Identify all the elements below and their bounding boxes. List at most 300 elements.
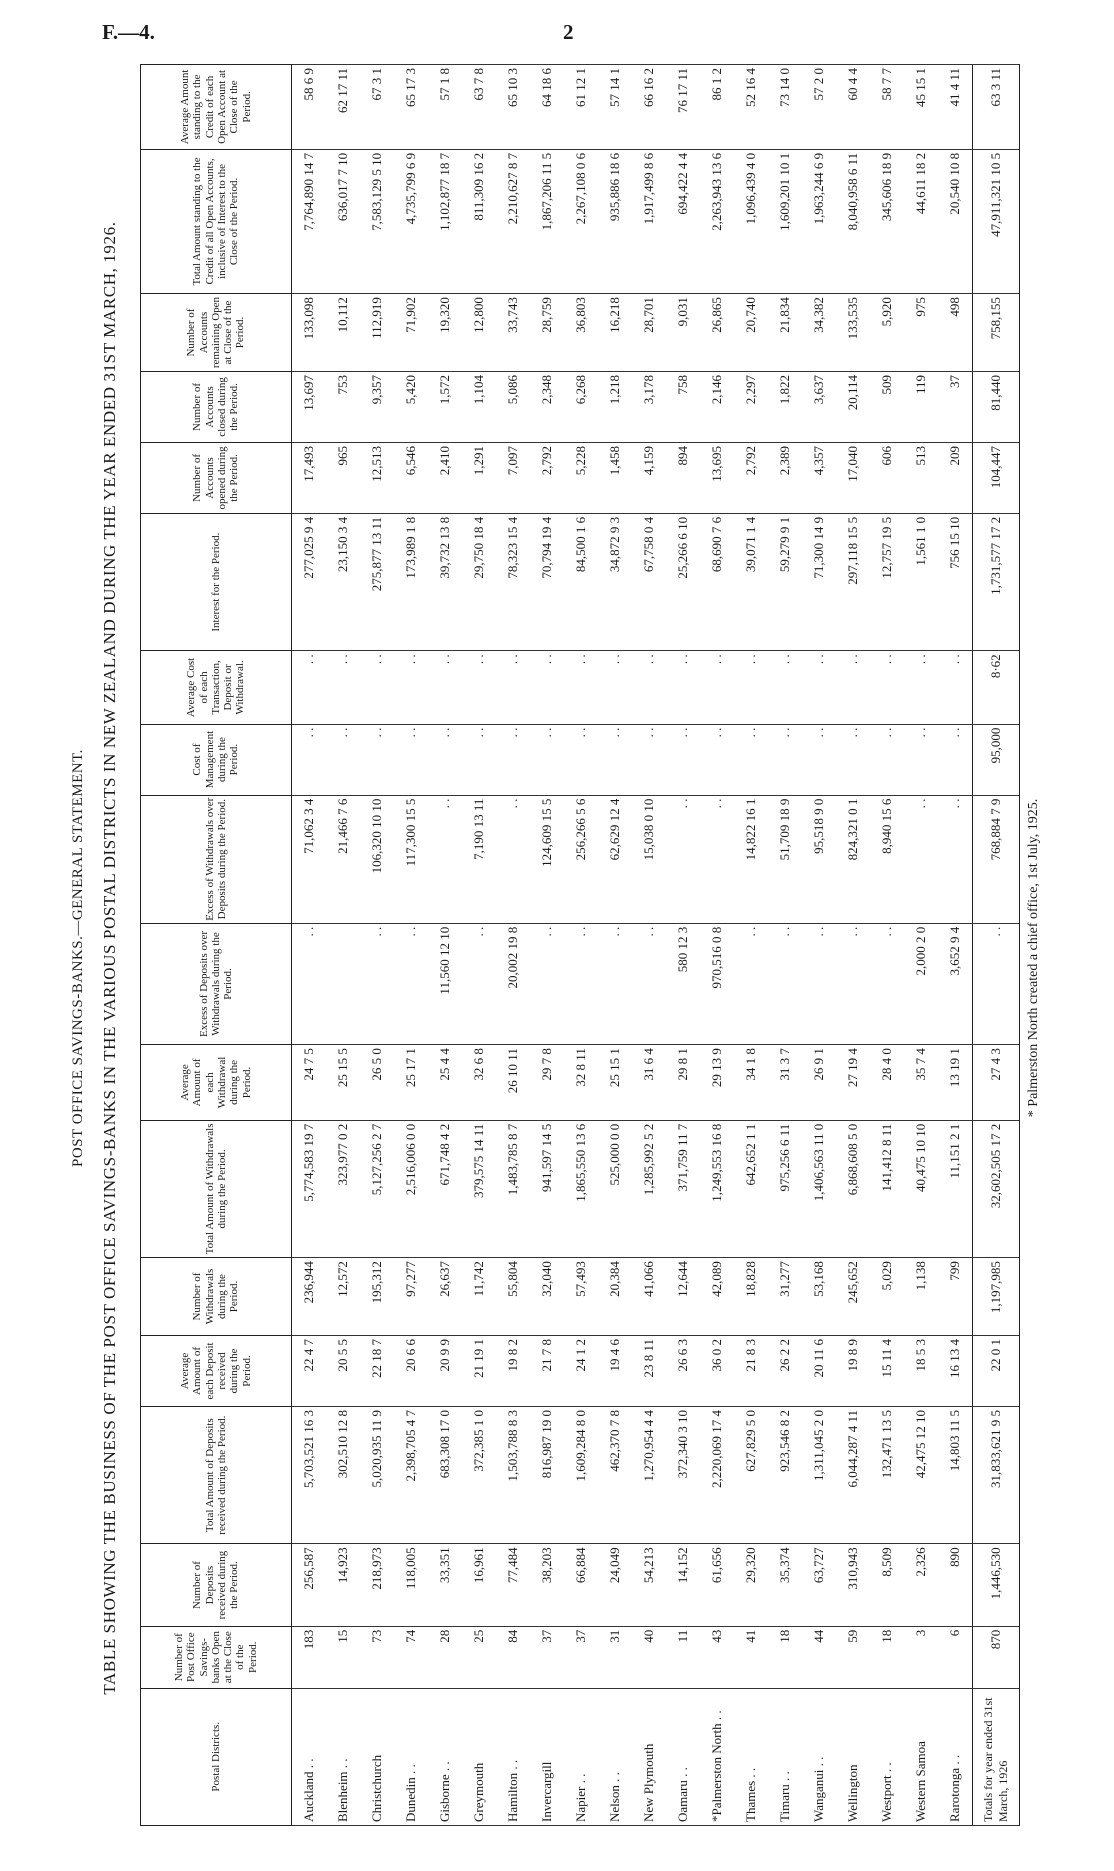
table-cell: 277,025 9 4 [292, 513, 327, 650]
table-cell: 14,923 [326, 1544, 360, 1626]
totals-cell: 95,000 [973, 724, 1020, 795]
table-cell: 636,017 7 10 [326, 149, 360, 293]
table-cell: 29 13 9 [700, 1045, 734, 1121]
table-cell: . . [394, 923, 428, 1044]
table-cell: 975 [904, 294, 938, 372]
table-cell: 17,040 [836, 442, 870, 513]
table-cell: 34 1 8 [734, 1045, 768, 1121]
table-cell: . . [666, 651, 700, 724]
table-cell: . . [428, 651, 462, 724]
table-cell: 4,735,799 6 9 [394, 149, 428, 293]
col-header: Number of Deposits received during the Period. [141, 1544, 292, 1626]
table-cell: 38,203 [530, 1544, 564, 1626]
table-cell: 11 [666, 1626, 700, 1688]
table-cell: 1,917,499 8 6 [632, 149, 666, 293]
table-cell: 1,822 [768, 371, 802, 442]
table-cell: 44,611 18 2 [904, 149, 938, 293]
table-row [836, 65, 870, 1826]
district-name-cell: Wellington [836, 1688, 870, 1825]
table-cell: 25 4 4 [428, 1045, 462, 1121]
district-name-cell: Auckland . . [292, 1688, 327, 1825]
table-cell: 95,518 9 0 [802, 795, 836, 923]
totals-label-cell: Totals for year ended 31st March, 1926 [973, 1688, 1020, 1825]
table-cell: 9,357 [360, 371, 394, 442]
table-row [632, 65, 666, 1826]
table-cell: 26 10 11 [496, 1045, 530, 1121]
table-cell: 302,510 12 8 [326, 1406, 360, 1543]
table-cell: 25,266 6 10 [666, 513, 700, 650]
table-cell: 2,792 [734, 442, 768, 513]
table-cell: . . [564, 651, 598, 724]
table-cell: 5,920 [870, 294, 904, 372]
table-cell: 21 8 3 [734, 1335, 768, 1406]
table-cell: 195,312 [360, 1258, 394, 1336]
table-cell: 6 [938, 1626, 973, 1688]
table-cell: 7,764,890 14 7 [292, 149, 327, 293]
table-cell: 39,732 13 8 [428, 513, 462, 650]
table-cell: 2,516,006 0 0 [394, 1120, 428, 1257]
table-cell: 42,475 12 10 [904, 1406, 938, 1543]
table-cell: . . [870, 923, 904, 1044]
table-cell: . . [734, 651, 768, 724]
totals-cell: 32,602,505 17 2 [973, 1120, 1020, 1257]
table-cell: 20,540 10 8 [938, 149, 973, 293]
table-cell: 124,609 15 5 [530, 795, 564, 923]
table-cell: 18 [870, 1626, 904, 1688]
table-cell: . . [394, 651, 428, 724]
table-cell: 32 6 8 [462, 1045, 496, 1121]
table-cell: 24,049 [598, 1544, 632, 1626]
table-cell: 15 11 4 [870, 1335, 904, 1406]
table-cell: 71,300 14 9 [802, 513, 836, 650]
table-cell: 5,228 [564, 442, 598, 513]
table-cell: 1,609,201 10 1 [768, 149, 802, 293]
table-cell: 2,326 [904, 1544, 938, 1626]
table-cell: 45 15 1 [904, 65, 938, 150]
district-name-cell: Nelson . . [598, 1688, 632, 1825]
table-cell: 816,987 19 0 [530, 1406, 564, 1543]
table-cell: 63 7 8 [462, 65, 496, 150]
table-cell: 18 [768, 1626, 802, 1688]
totals-cell: 8·62 [973, 651, 1020, 724]
table-cell: 36 0 2 [700, 1335, 734, 1406]
table-cell: 218,973 [360, 1544, 394, 1626]
rotated-table-sheet [64, 58, 1064, 1858]
table-cell: . . [768, 724, 802, 795]
table-cell: 43 [700, 1626, 734, 1688]
table-cell: 5,703,521 16 3 [292, 1406, 327, 1543]
table-cell: 1,458 [598, 442, 632, 513]
table-cell: . . [326, 724, 360, 795]
table-cell: 31 6 4 [632, 1045, 666, 1121]
table-row [802, 65, 836, 1826]
table-cell: 66,884 [564, 1544, 598, 1626]
col-header: Number of Withdrawals during the Period. [141, 1258, 292, 1336]
table-cell: 671,748 4 2 [428, 1120, 462, 1257]
table-row [870, 65, 904, 1826]
table-cell: 21,834 [768, 294, 802, 372]
table-cell: 2,389 [768, 442, 802, 513]
table-cell: 21 19 1 [462, 1335, 496, 1406]
table-cell: 57,493 [564, 1258, 598, 1336]
table-cell: 3 [904, 1626, 938, 1688]
table-row [462, 65, 496, 1826]
table-cell: 20,002 19 8 [496, 923, 530, 1044]
table-cell: 580 12 3 [666, 923, 700, 1044]
table-cell: 67 3 1 [360, 65, 394, 150]
table-row [394, 65, 428, 1826]
table-cell: 15 [326, 1626, 360, 1688]
table-cell: 323,977 0 2 [326, 1120, 360, 1257]
table-cell: . . [598, 724, 632, 795]
table-cell: 41 [734, 1626, 768, 1688]
table-cell: . . [496, 795, 530, 923]
table-cell: 16 13 4 [938, 1335, 973, 1406]
table-cell: 63,727 [802, 1544, 836, 1626]
table-cell: 1,218 [598, 371, 632, 442]
table-cell: . . [700, 724, 734, 795]
table-cell: 12,757 19 5 [870, 513, 904, 650]
table-cell: 28,759 [530, 294, 564, 372]
table-cell: . . [598, 651, 632, 724]
table-cell: 753 [326, 371, 360, 442]
table-cell: 4,357 [802, 442, 836, 513]
col-header: Cost of Management during the Period. [141, 724, 292, 795]
totals-cell: 104,447 [973, 442, 1020, 513]
table-cell: 5,020,935 11 9 [360, 1406, 394, 1543]
table-cell: 20 11 6 [802, 1335, 836, 1406]
table-cell: . . [734, 724, 768, 795]
table-cell: 209 [938, 442, 973, 513]
table-cell: 77,484 [496, 1544, 530, 1626]
table-cell: 37 [564, 1626, 598, 1688]
table-cell: 25 17 1 [394, 1045, 428, 1121]
table-cell: 2,297 [734, 371, 768, 442]
table-cell: . . [836, 724, 870, 795]
col-header: Average Amount of each Withdrawal during the Period. [141, 1045, 292, 1121]
table-cell: 68,690 7 6 [700, 513, 734, 650]
table-cell: 54,213 [632, 1544, 666, 1626]
table-cell: 14,803 11 5 [938, 1406, 973, 1543]
table-cell: 78,323 15 4 [496, 513, 530, 650]
table-cell: 60 4 4 [836, 65, 870, 150]
table-cell: 1,311,045 2 0 [802, 1406, 836, 1543]
table-cell: 18,828 [734, 1258, 768, 1336]
table-cell: 13,697 [292, 371, 327, 442]
table-cell: . . [496, 724, 530, 795]
table-cell: . . [666, 724, 700, 795]
table-cell: 18 5 3 [904, 1335, 938, 1406]
table-cell: 8,940 15 6 [870, 795, 904, 923]
table-cell: 55,804 [496, 1258, 530, 1336]
table-cell: 31 [598, 1626, 632, 1688]
totals-cell: 47,911,321 10 5 [973, 149, 1020, 293]
table-cell: 310,943 [836, 1544, 870, 1626]
table-cell: . . [564, 724, 598, 795]
table-cell: . . [802, 923, 836, 1044]
table-cell: 84,500 1 6 [564, 513, 598, 650]
table-cell: . . [564, 923, 598, 1044]
table-cell: 183 [292, 1626, 327, 1688]
table-cell: . . [292, 923, 327, 1044]
district-name-cell: Oamaru . . [666, 1688, 700, 1825]
col-header: Excess of Withdrawals over Deposits during the Period. [141, 795, 292, 923]
table-cell: 8,040,958 6 11 [836, 149, 870, 293]
table-cell: 5,774,583 19 7 [292, 1120, 327, 1257]
table-cell: 36,803 [564, 294, 598, 372]
district-name-cell: Napier . . [564, 1688, 598, 1825]
table-cell: 756 15 10 [938, 513, 973, 650]
table-cell: 173,989 1 8 [394, 513, 428, 650]
table-cell: 12,800 [462, 294, 496, 372]
table-cell: 66 16 2 [632, 65, 666, 150]
table-cell: 627,829 5 0 [734, 1406, 768, 1543]
table-cell: 57 2 0 [802, 65, 836, 150]
table-cell: 3,178 [632, 371, 666, 442]
table-cell: 12,572 [326, 1258, 360, 1336]
table-cell: 256,266 5 6 [564, 795, 598, 923]
table-cell: 10,112 [326, 294, 360, 372]
table-cell: 52 16 4 [734, 65, 768, 150]
table-cell: 42,089 [700, 1258, 734, 1336]
table-cell: 57 14 1 [598, 65, 632, 150]
totals-cell: 768,884 7 9 [973, 795, 1020, 923]
table-cell: 371,759 11 7 [666, 1120, 700, 1257]
table-cell: 37 [530, 1626, 564, 1688]
table-cell: 73 [360, 1626, 394, 1688]
table-row [326, 65, 360, 1826]
table-cell: 372,385 1 0 [462, 1406, 496, 1543]
table-cell: 59 [836, 1626, 870, 1688]
table-cell: 19,320 [428, 294, 462, 372]
table-cell: 12,513 [360, 442, 394, 513]
totals-cell: 63 3 11 [973, 65, 1020, 150]
col-header: Number of Post Office Savings-banks Open at the Close of the Period. [141, 1626, 292, 1688]
table-row [530, 65, 564, 1826]
table-cell: . . [904, 651, 938, 724]
table-row [360, 65, 394, 1826]
table-cell: 53,168 [802, 1258, 836, 1336]
totals-row [973, 65, 1020, 1826]
table-cell: . . [360, 651, 394, 724]
table-cell: . . [530, 724, 564, 795]
table-cell: 509 [870, 371, 904, 442]
table-cell: 133,098 [292, 294, 327, 372]
table-cell: 1,285,992 5 2 [632, 1120, 666, 1257]
table-cell: . . [836, 923, 870, 1044]
table-cell: . . [530, 923, 564, 1044]
table-cell: 941,597 14 5 [530, 1120, 564, 1257]
table-cell: 758 [666, 371, 700, 442]
table-cell: 29,750 18 4 [462, 513, 496, 650]
table-cell: 64 18 6 [530, 65, 564, 150]
table-cell: 23,150 3 4 [326, 513, 360, 650]
table-cell: 1,138 [904, 1258, 938, 1336]
table-cell: 683,308 17 0 [428, 1406, 462, 1543]
table-row [734, 65, 768, 1826]
table-cell: 133,535 [836, 294, 870, 372]
table-cell: 25 [462, 1626, 496, 1688]
table-cell: 1,609,284 8 0 [564, 1406, 598, 1543]
statement-subtitle: POST OFFICE SAVINGS-BANKS.—GENERAL STATEMENT. [70, 749, 86, 1167]
table-cell: 1,572 [428, 371, 462, 442]
table-cell: 379,575 14 11 [462, 1120, 496, 1257]
table-cell: 35 7 4 [904, 1045, 938, 1121]
table-cell: 62 17 11 [326, 65, 360, 150]
table-cell: 2,348 [530, 371, 564, 442]
table-cell: 15,038 0 10 [632, 795, 666, 923]
table-cell: 58 7 7 [870, 65, 904, 150]
table-cell: . . [360, 923, 394, 1044]
table-cell: 1,270,954 4 4 [632, 1406, 666, 1543]
table-cell: 14,822 16 1 [734, 795, 768, 923]
table-cell: 19 8 2 [496, 1335, 530, 1406]
page-number: 2 [563, 20, 574, 44]
table-cell: . . [904, 795, 938, 923]
table-cell: 35,374 [768, 1544, 802, 1626]
table-cell: 11,742 [462, 1258, 496, 1336]
table-cell: 97,277 [394, 1258, 428, 1336]
table-cell: 1,503,788 8 3 [496, 1406, 530, 1543]
table-cell: 19 8 9 [836, 1335, 870, 1406]
table-cell: 31,277 [768, 1258, 802, 1336]
table-cell: . . [700, 795, 734, 923]
table-body [292, 65, 1020, 1826]
table-cell: 16,218 [598, 294, 632, 372]
table-cell: . . [870, 724, 904, 795]
district-name-cell: Invercargill [530, 1688, 564, 1825]
table-cell: . . [496, 651, 530, 724]
table-cell: 1,096,439 4 0 [734, 149, 768, 293]
table-cell: 811,309 16 2 [462, 149, 496, 293]
table-cell: 606 [870, 442, 904, 513]
table-cell: 17,493 [292, 442, 327, 513]
table-cell: . . [700, 651, 734, 724]
table-cell: 119 [904, 371, 938, 442]
table-cell: 890 [938, 1544, 973, 1626]
table-cell: . . [768, 651, 802, 724]
col-header: Total Amount of Withdrawals during the Period. [141, 1120, 292, 1257]
table-cell: . . [802, 651, 836, 724]
table-cell: 20,114 [836, 371, 870, 442]
table-cell: 27 19 4 [836, 1045, 870, 1121]
table-cell: . . [904, 724, 938, 795]
page-reference: F.—4. [102, 20, 155, 44]
table-cell: 8,509 [870, 1544, 904, 1626]
table-cell: 5,127,256 2 7 [360, 1120, 394, 1257]
table-cell: 37 [938, 371, 973, 442]
table-row [292, 65, 327, 1826]
totals-cell: 1,731,577 17 2 [973, 513, 1020, 650]
table-cell: 2,000 2 0 [904, 923, 938, 1044]
district-name-cell: Westport . . [870, 1688, 904, 1825]
district-name-cell: Thames . . [734, 1688, 768, 1825]
table-cell: 2,146 [700, 371, 734, 442]
table-cell: 76 17 11 [666, 65, 700, 150]
table-cell: 61 12 1 [564, 65, 598, 150]
table-cell: 29,320 [734, 1544, 768, 1626]
table-cell: 67,758 0 4 [632, 513, 666, 650]
table-cell: 894 [666, 442, 700, 513]
col-header: Interest for the Period. [141, 513, 292, 650]
table-cell: 71,902 [394, 294, 428, 372]
table-cell: 118,005 [394, 1544, 428, 1626]
table-cell: 2,398,705 4 7 [394, 1406, 428, 1543]
table-cell: 970,516 0 8 [700, 923, 734, 1044]
table-cell: 935,886 18 6 [598, 149, 632, 293]
table-cell: 25 15 5 [326, 1045, 360, 1121]
table-cell: 16,961 [462, 1544, 496, 1626]
table-cell: 2,792 [530, 442, 564, 513]
table-cell: 34,872 9 3 [598, 513, 632, 650]
table-cell: 26 9 1 [802, 1045, 836, 1121]
table-cell: 57 1 8 [428, 65, 462, 150]
table-cell: 3,652 9 4 [938, 923, 973, 1044]
table-cell: 9,031 [666, 294, 700, 372]
table-cell: . . [938, 724, 973, 795]
table-row [700, 65, 734, 1826]
table-cell: 6,546 [394, 442, 428, 513]
col-header: Total Amount of Deposits received during the Period. [141, 1406, 292, 1543]
table-cell: 24 1 2 [564, 1335, 598, 1406]
table-cell: 14,152 [666, 1544, 700, 1626]
table-cell: 65 10 3 [496, 65, 530, 150]
table-cell: 1,963,244 6 9 [802, 149, 836, 293]
table-cell: 1,867,206 11 5 [530, 149, 564, 293]
table-cell: 26 6 3 [666, 1335, 700, 1406]
table-cell: 5,029 [870, 1258, 904, 1336]
table-cell: 3,637 [802, 371, 836, 442]
table-cell: 275,877 13 11 [360, 513, 394, 650]
table-cell: 694,422 4 4 [666, 149, 700, 293]
table-cell: 12,644 [666, 1258, 700, 1336]
table-cell: 58 6 9 [292, 65, 327, 150]
table-cell: 28 4 0 [870, 1045, 904, 1121]
totals-cell: 27 4 3 [973, 1045, 1020, 1121]
table-cell: 23 8 11 [632, 1335, 666, 1406]
table-cell: 32,040 [530, 1258, 564, 1336]
table-cell: 26 2 2 [768, 1335, 802, 1406]
table-cell: 44 [802, 1626, 836, 1688]
table-cell: 74 [394, 1626, 428, 1688]
totals-cell: 1,197,985 [973, 1258, 1020, 1336]
totals-cell: 22 0 1 [973, 1335, 1020, 1406]
table-cell: 799 [938, 1258, 973, 1336]
col-header: Average Cost of each Transaction, Deposit or Withdrawal. [141, 651, 292, 724]
district-name-cell: Gisborne . . [428, 1688, 462, 1825]
table-cell: 11,560 12 10 [428, 923, 462, 1044]
table-cell: 61,656 [700, 1544, 734, 1626]
table-cell: 4,159 [632, 442, 666, 513]
table-cell: 41,066 [632, 1258, 666, 1336]
col-header: Excess of Deposits over Withdrawals during the Period. [141, 923, 292, 1044]
table-cell: 20,384 [598, 1258, 632, 1336]
table-cell: 40,475 10 10 [904, 1120, 938, 1257]
table-cell: 20 5 5 [326, 1335, 360, 1406]
table-cell: 62,629 12 4 [598, 795, 632, 923]
table-cell: 13,695 [700, 442, 734, 513]
district-name-cell: Western Samoa [904, 1688, 938, 1825]
district-name-cell: New Plymouth [632, 1688, 666, 1825]
table-cell: 7,190 13 11 [462, 795, 496, 923]
table-cell: 26,637 [428, 1258, 462, 1336]
table-cell: 22 18 7 [360, 1335, 394, 1406]
table-cell: 20 6 6 [394, 1335, 428, 1406]
table-cell: 345,606 18 9 [870, 149, 904, 293]
table-row [564, 65, 598, 1826]
table-cell: . . [734, 923, 768, 1044]
table-row [666, 65, 700, 1826]
